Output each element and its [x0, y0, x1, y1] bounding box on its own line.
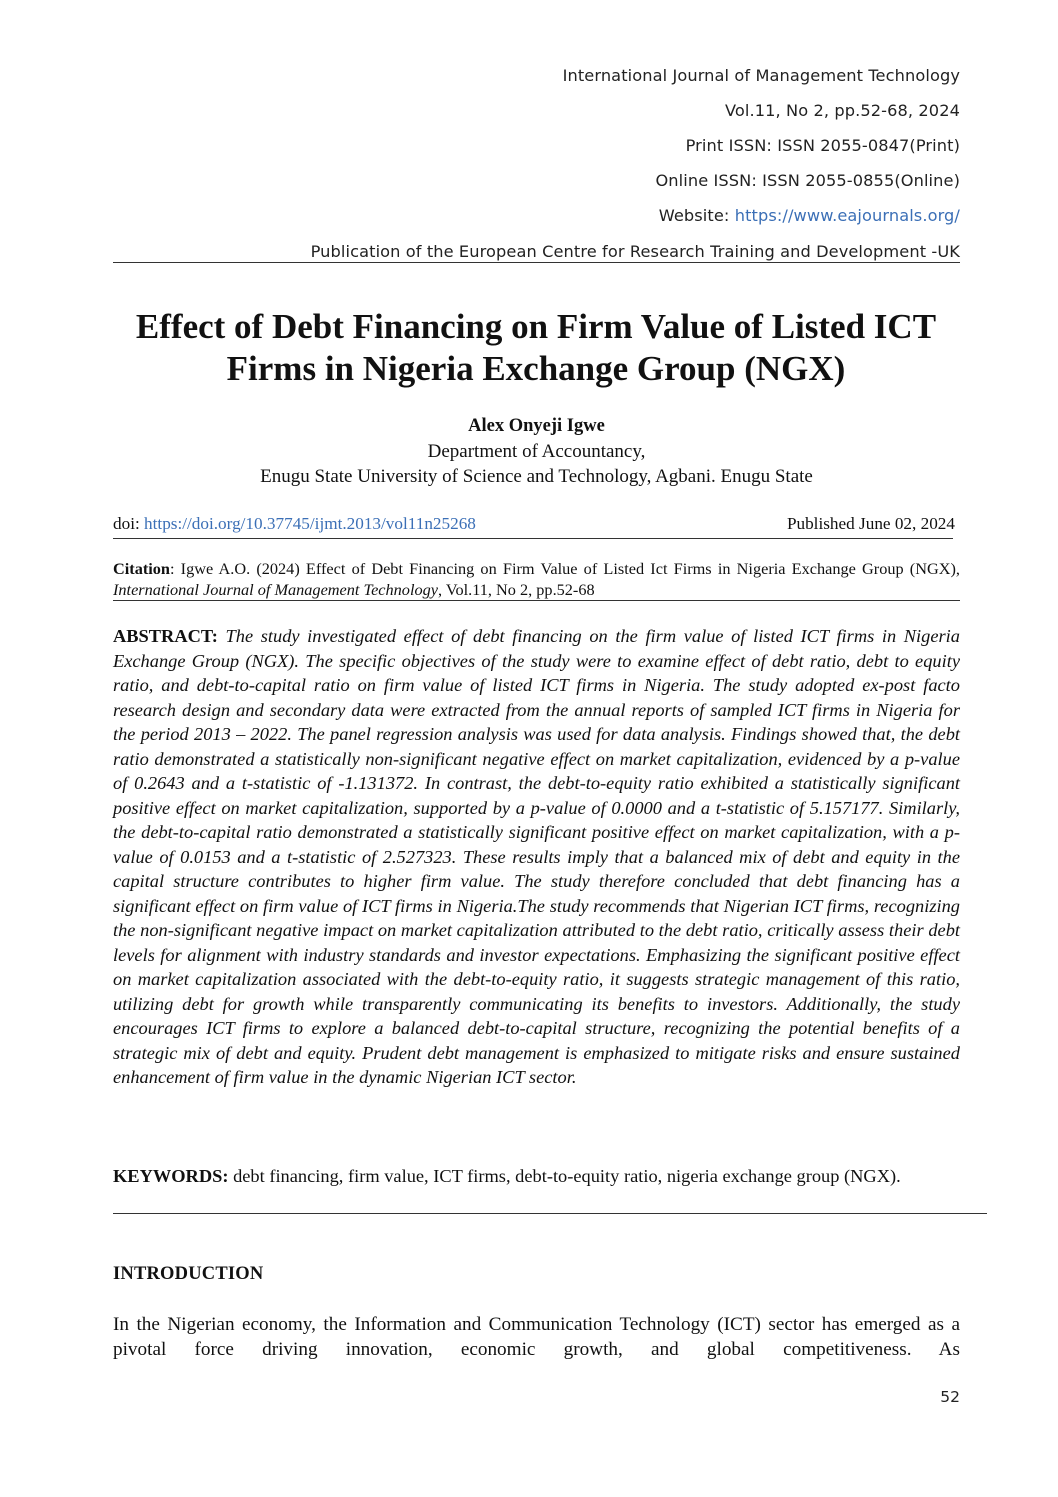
website-label: Website:	[658, 206, 735, 225]
introduction-paragraph: In the Nigerian economy, the Information and Communication Technology (ICT) sector has emerged as a pivotal force driving innovation, economic growth, and global competitiveness. As	[113, 1314, 960, 1360]
abstract	[113, 624, 960, 1090]
published-date: Published June 02, 2024	[786, 514, 955, 533]
journal-name: International Journal of Management Technology	[562, 66, 960, 85]
citation	[113, 558, 960, 600]
online-issn: Online ISSN: ISSN 2055-0855(Online)	[655, 171, 960, 190]
keywords-label: KEYWORDS:	[113, 1166, 229, 1186]
doi	[113, 514, 476, 534]
title-line-2: Firms in Nigeria Exchange Group (NGX)	[226, 349, 846, 388]
abstract-text: The study investigated effect of debt financing on the firm value of listed ICT firms in Nigeria Exchange Group (NGX). The specific objectives of the study were to examine effect of debt ratio, debt to equity ratio, and debt-to-capital ratio on firm value of listed ICT firms in Nigeria. The study adopted ex-post facto research design and secondary data were extracted from the annual reports of sampled ICT firms in Nigeria for the period 2013 – 2022. The panel regression analysis was used for data analysis. Findings showed that, the debt ratio demonstrated a statistically non-significant negative effect on market capitalization, evidenced by a p-value of 0.2643 and a t-statistic of -1.131372. In contrast, the debt-to-equity ratio exhibited a statistically significant positive effect on market capitalization, supported by a p-value of 0.0000 and a t-statistic of 5.157177. Similarly, the debt-to-capital ratio demonstrated a statistically significant positive effect on market capitalization, with a p-value of 0.0153 and a t-statistic of 2.527323. These results imply that a balanced mix of debt and equity in the capital structure contributes to higher firm value. The study therefore concluded that debt financing has a significant effect on firm value of ICT firms in Nigeria.The study recommends that Nigerian ICT firms, recognizing the non-significant negative impact on market capitalization attributed to the debt ratio, critically assess their debt levels for alignment with industry standards and investor expectations. Emphasizing the significant positive effect on market capitalization associated with the debt-to-equity ratio, it suggests strategic management of this ratio, utilizing debt for growth while transparently communicating its benefits to investors. Additionally, the study encourages ICT firms to explore a balanced debt-to-capital structure, recognizing the potential benefits of a strategic mix of debt and equity. Prudent debt management is emphasized to mitigate risks and ensure sustained enhancement of firm value in the dynamic Nigerian ICT sector.	[113, 626, 960, 1087]
keywords	[113, 1164, 960, 1189]
citation-divider	[113, 600, 960, 601]
publisher-line: Publication of the European Centre for Research Training and Development -UK	[310, 242, 960, 261]
website-link[interactable]: https://www.eajournals.org/	[734, 206, 960, 225]
doi-link[interactable]: https://doi.org/10.37745/ijmt.2013/vol11n25268	[144, 514, 476, 533]
page-number: 52	[940, 1388, 960, 1406]
title-line-1: Effect of Debt Financing on Firm Value of Listed ICT	[135, 307, 937, 346]
keywords-divider	[113, 1213, 987, 1214]
volume-info: Vol.11, No 2, pp.52-68, 2024	[724, 101, 960, 120]
doi-label: doi:	[113, 514, 145, 533]
citation-journal: International Journal of Management Technology	[113, 580, 438, 599]
paper-title	[90, 306, 982, 390]
header-divider	[113, 262, 960, 263]
keywords-text: debt financing, firm value, ICT firms, debt-to-equity ratio, nigeria exchange group (NGX).	[228, 1166, 901, 1186]
print-issn: Print ISSN: ISSN 2055-0847(Print)	[685, 136, 960, 155]
website-line	[659, 206, 960, 225]
citation-label: Citation	[113, 559, 170, 578]
doi-divider	[113, 538, 953, 539]
citation-details: , Vol.11, No 2, pp.52-68	[437, 580, 595, 599]
section-heading-introduction: INTRODUCTION	[113, 1264, 264, 1284]
citation-text: : Igwe A.O. (2024) Effect of Debt Financing on Firm Value of Listed Ict Firms in Nigeria Exchange Group (NGX),	[169, 559, 960, 578]
affiliation-university: Enugu State University of Science and Technology, Agbani. Enugu State	[260, 466, 813, 487]
doi-row	[113, 514, 955, 536]
author-name: Alex Onyeji Igwe	[468, 416, 605, 436]
abstract-label: ABSTRACT:	[113, 626, 218, 646]
affiliation-department: Department of Accountancy,	[427, 441, 646, 462]
